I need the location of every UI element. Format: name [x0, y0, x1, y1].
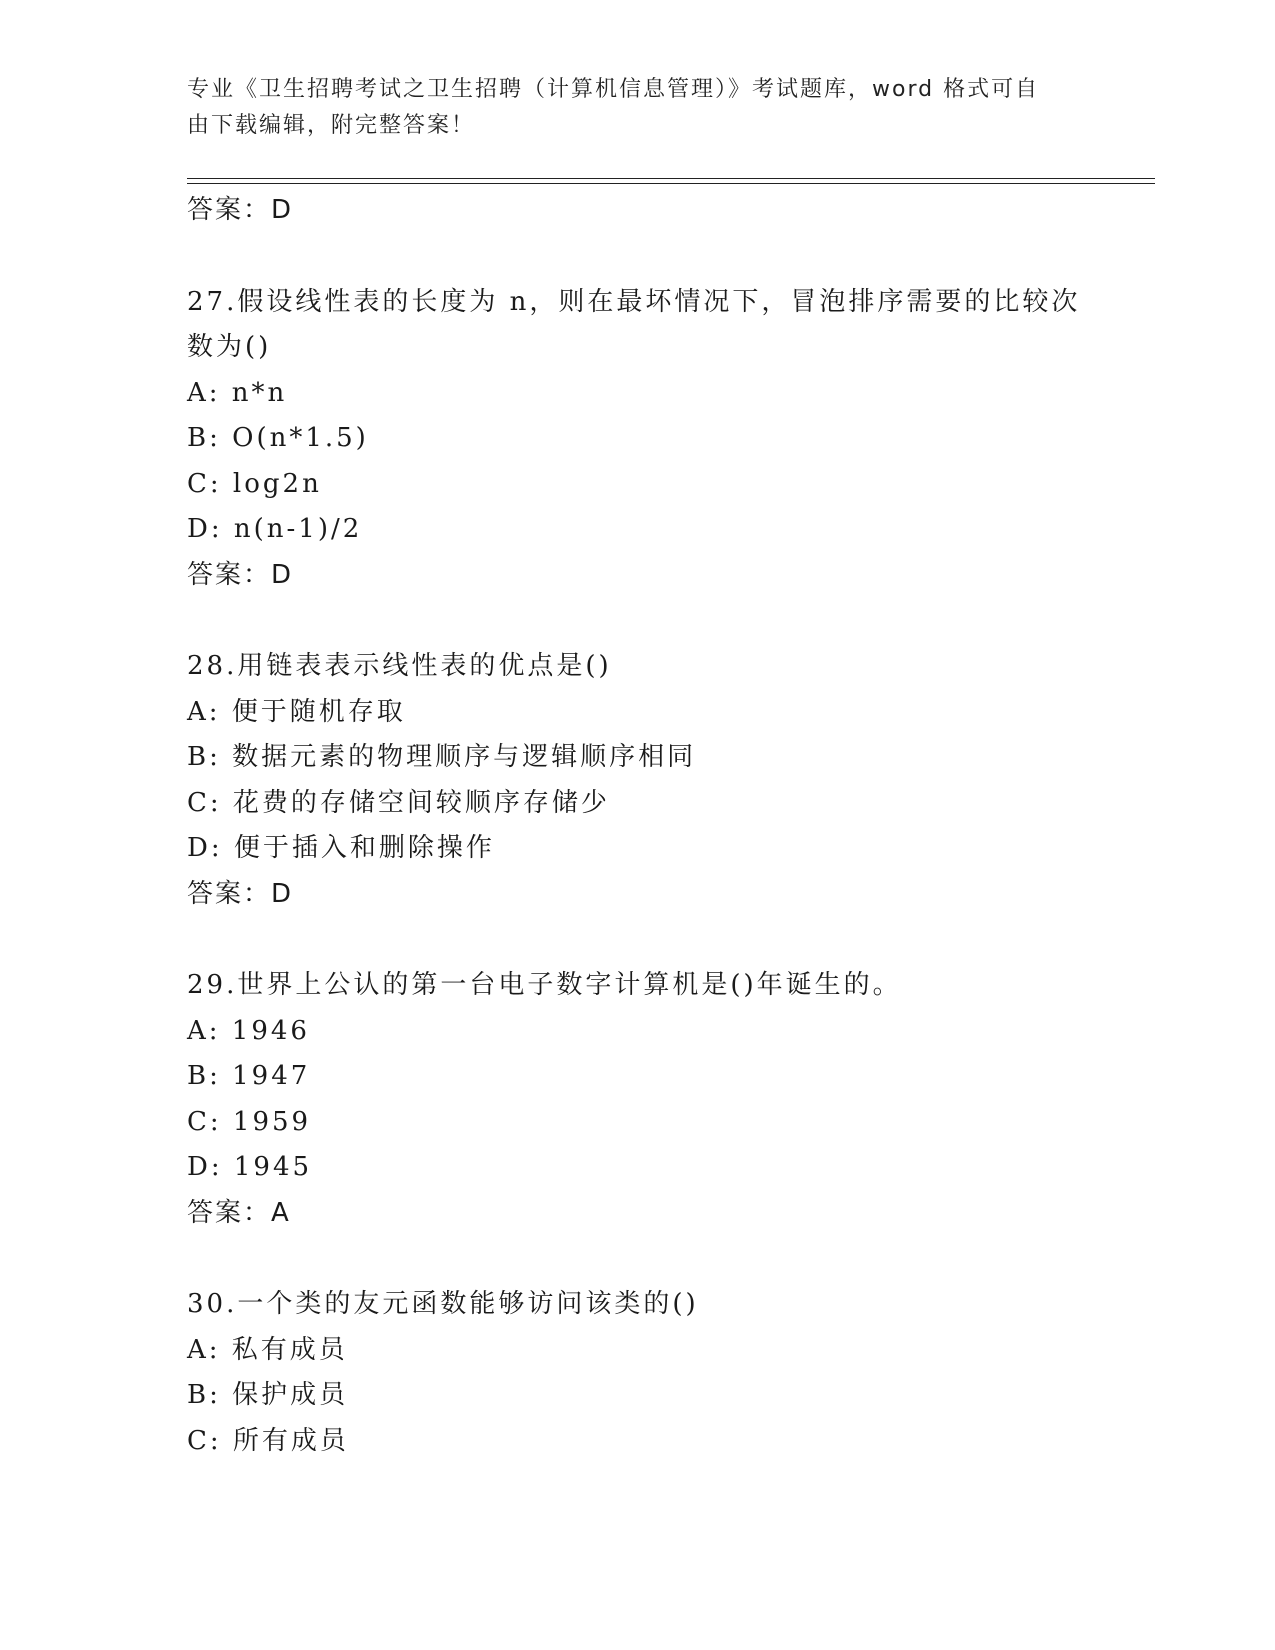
answer-label: 答案：D — [187, 878, 294, 909]
option-c: C: log2n — [187, 468, 322, 499]
question-stem: 30.一个类的友元函数能够访问该类的() — [187, 1289, 699, 1319]
option-d: D: 1945 — [187, 1152, 313, 1182]
option-d: D: 便于插入和删除操作 — [187, 833, 495, 863]
option-c: C: 花费的存储空间较顺序存储少 — [187, 787, 610, 818]
spacer — [187, 1236, 1087, 1282]
header-divider-bottom — [187, 183, 1155, 184]
question-stem: 28.用链表表示线性表的优点是() — [187, 651, 612, 681]
spacer — [187, 234, 1087, 280]
option-a: A: 1946 — [187, 1015, 310, 1046]
question-27 — [187, 280, 1087, 599]
option-c: C: 所有成员 — [187, 1425, 349, 1456]
question-stem: 29.世界上公认的第一台电子数字计算机是()年诞生的。 — [187, 970, 902, 1000]
option-c: C: 1959 — [187, 1106, 312, 1137]
question-list — [187, 188, 1087, 1464]
option-d: D: n(n-1)/2 — [187, 514, 363, 544]
question-29 — [187, 963, 1087, 1236]
header-divider-top — [187, 178, 1155, 179]
answer-label: 答案：A — [187, 1197, 291, 1228]
option-a: A: n*n — [187, 377, 288, 408]
option-b: B: 保护成员 — [187, 1380, 349, 1410]
option-a: A: 便于随机存取 — [187, 696, 406, 727]
question-stem-continued: 数为() — [187, 332, 272, 362]
spacer — [187, 917, 1087, 963]
option-b: B: 1947 — [187, 1061, 311, 1091]
option-a: A: 私有成员 — [187, 1334, 348, 1365]
option-b: B: 数据元素的物理顺序与逻辑顺序相同 — [187, 742, 697, 772]
answer-label: 答案：D — [187, 195, 294, 225]
question-stem: 27.假设线性表的长度为 n，则在最坏情况下，冒泡排序需要的比较次 — [187, 286, 1081, 317]
header-line-2: 由下载编辑，附完整答案！ — [187, 113, 476, 138]
answer-label: 答案：D — [187, 559, 294, 590]
spacer — [187, 598, 1087, 644]
document-header — [187, 72, 1067, 144]
question-28 — [187, 644, 1087, 917]
header-line-1: 专业《卫生招聘考试之卫生招聘（计算机信息管理）》考试题库，word 格式可自 — [187, 77, 1040, 102]
option-b: B: O(n*1.5) — [187, 423, 369, 453]
question-30 — [187, 1282, 1087, 1464]
